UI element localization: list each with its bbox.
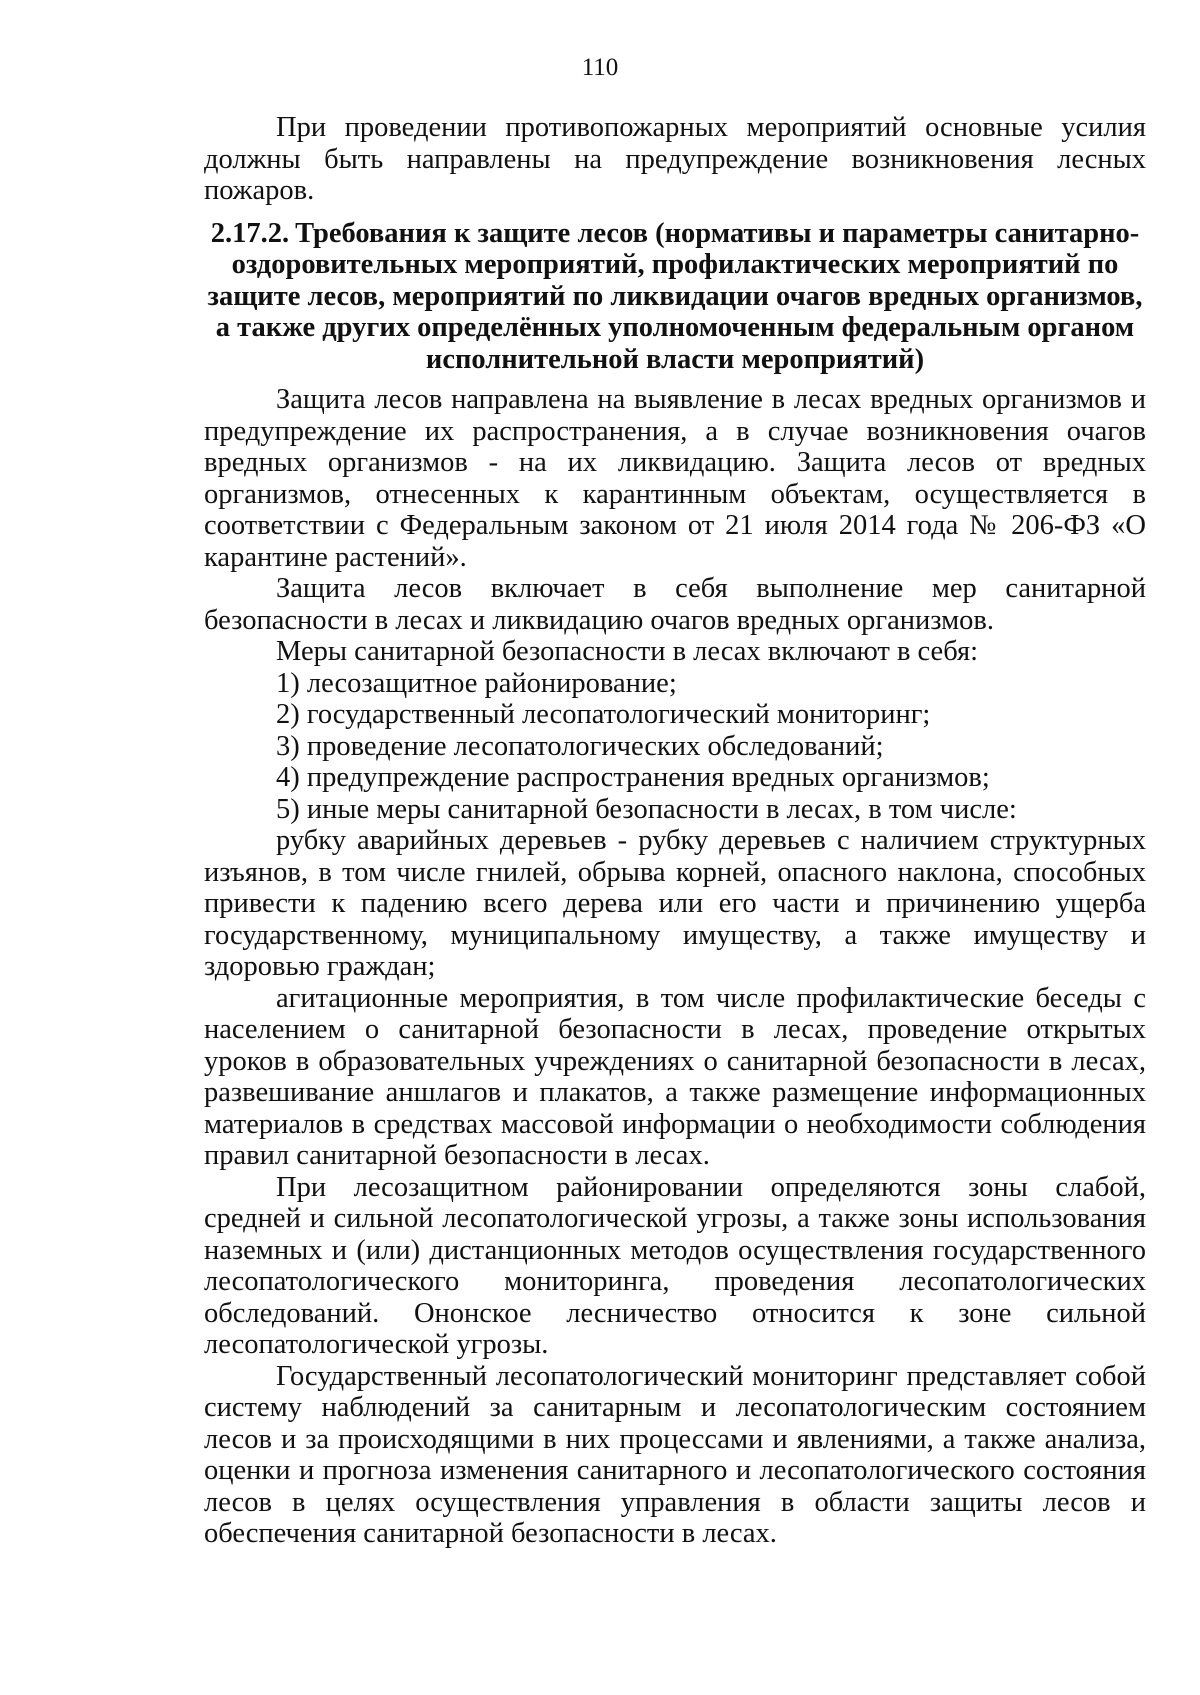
list-item: 2) государственный лесопатологический мониторинг; xyxy=(276,699,931,730)
paragraph-emergency-felling: рубку аварийных деревьев - рубку деревьев с наличием структурных изъянов, в том числе гнилей, обрыва корней, опасного наклона, способных привести к падению всего дерева или его части и причинению ущерба государственному, муниципальному имуществу, а также имуществу и здоровью граждан; xyxy=(204,825,1146,982)
paragraph-campaign-activities: агитационные мероприятия, в том числе профилактические беседы с населением о санитарной безопасности в лесах, проведение открытых уроков в образовательных учреждениях о санитарной безопасности в лесах, развешивание аншлагов и плакатов, а также размещение информационных материалов в средствах массовой информации о необходимости соблюдения правил санитарной безопасности в лесах. xyxy=(204,982,1146,1171)
section-title: Требования к защите лесов (нормативы и параметры санитарно-оздоровительных мероприятий, профилактических мероприятий по защите лесов, мероприятий по ликвидации очагов вредных организмов, а также других определённых уполномоченным федеральным органом исполнительной власти мероприятий) xyxy=(207,217,1143,375)
paragraph-protection-includes: Защита лесов включает в себя выполнение мер санитарной безопасности в лесах и ликвидацию очагов вредных организмов. xyxy=(204,573,1146,636)
page-number: 110 xyxy=(581,54,619,81)
paragraph-monitoring: Государственный лесопатологический мониторинг представляет собой систему наблюдений за санитарным и лесопатологическим состоянием лесов и за происходящими в них процессами и явлениями, а также анализа, оценки и прогноза изменения санитарного и лесопатологического состояния лесов в целях осуществления управления в области защиты лесов и обеспечения санитарной безопасности в лесах. xyxy=(204,1360,1146,1549)
section-number: 2.17.2. xyxy=(210,217,290,249)
paragraph-measures-intro: Меры санитарной безопасности в лесах включают в себя: xyxy=(276,636,979,667)
list-item: 4) предупреждение распространения вредных организмов; xyxy=(276,762,990,793)
list-item: 5) иные меры санитарной безопасности в лесах, в том числе: xyxy=(276,793,1017,825)
paragraph-zoning: При лесозащитном районировании определяются зоны слабой, средней и сильной лесопатологической угрозы, а также зоны использования наземных и (или) дистанционных методов осуществления государственного лесопатологического мониторинга, проведения лесопатологических обследований. Ононское лесничество относится к зоне сильной лесопатологической угрозы. xyxy=(204,1171,1146,1360)
list-item: 3) проведение лесопатологических обследований; xyxy=(276,730,884,762)
section-heading xyxy=(204,218,1146,376)
list-item: 1) лесозащитное районирование; xyxy=(276,667,677,699)
intro-paragraph: При проведении противопожарных мероприятий основные усилия должны быть направлены на предупреждение возникновения лесных пожаров. xyxy=(204,112,1146,206)
paragraph-forest-protection: Защита лесов направлена на выявление в лесах вредных организмов и предупреждение их распространения, а в случае возникновения очагов вредных организмов - на их ликвидацию. Защита лесов от вредных организмов, отнесенных к карантинным объектам, осуществляется в соответствии с Федеральным законом от 21 июля 2014 года № 206-ФЗ «О карантине растений». xyxy=(204,384,1146,573)
document-body xyxy=(204,112,1146,1550)
